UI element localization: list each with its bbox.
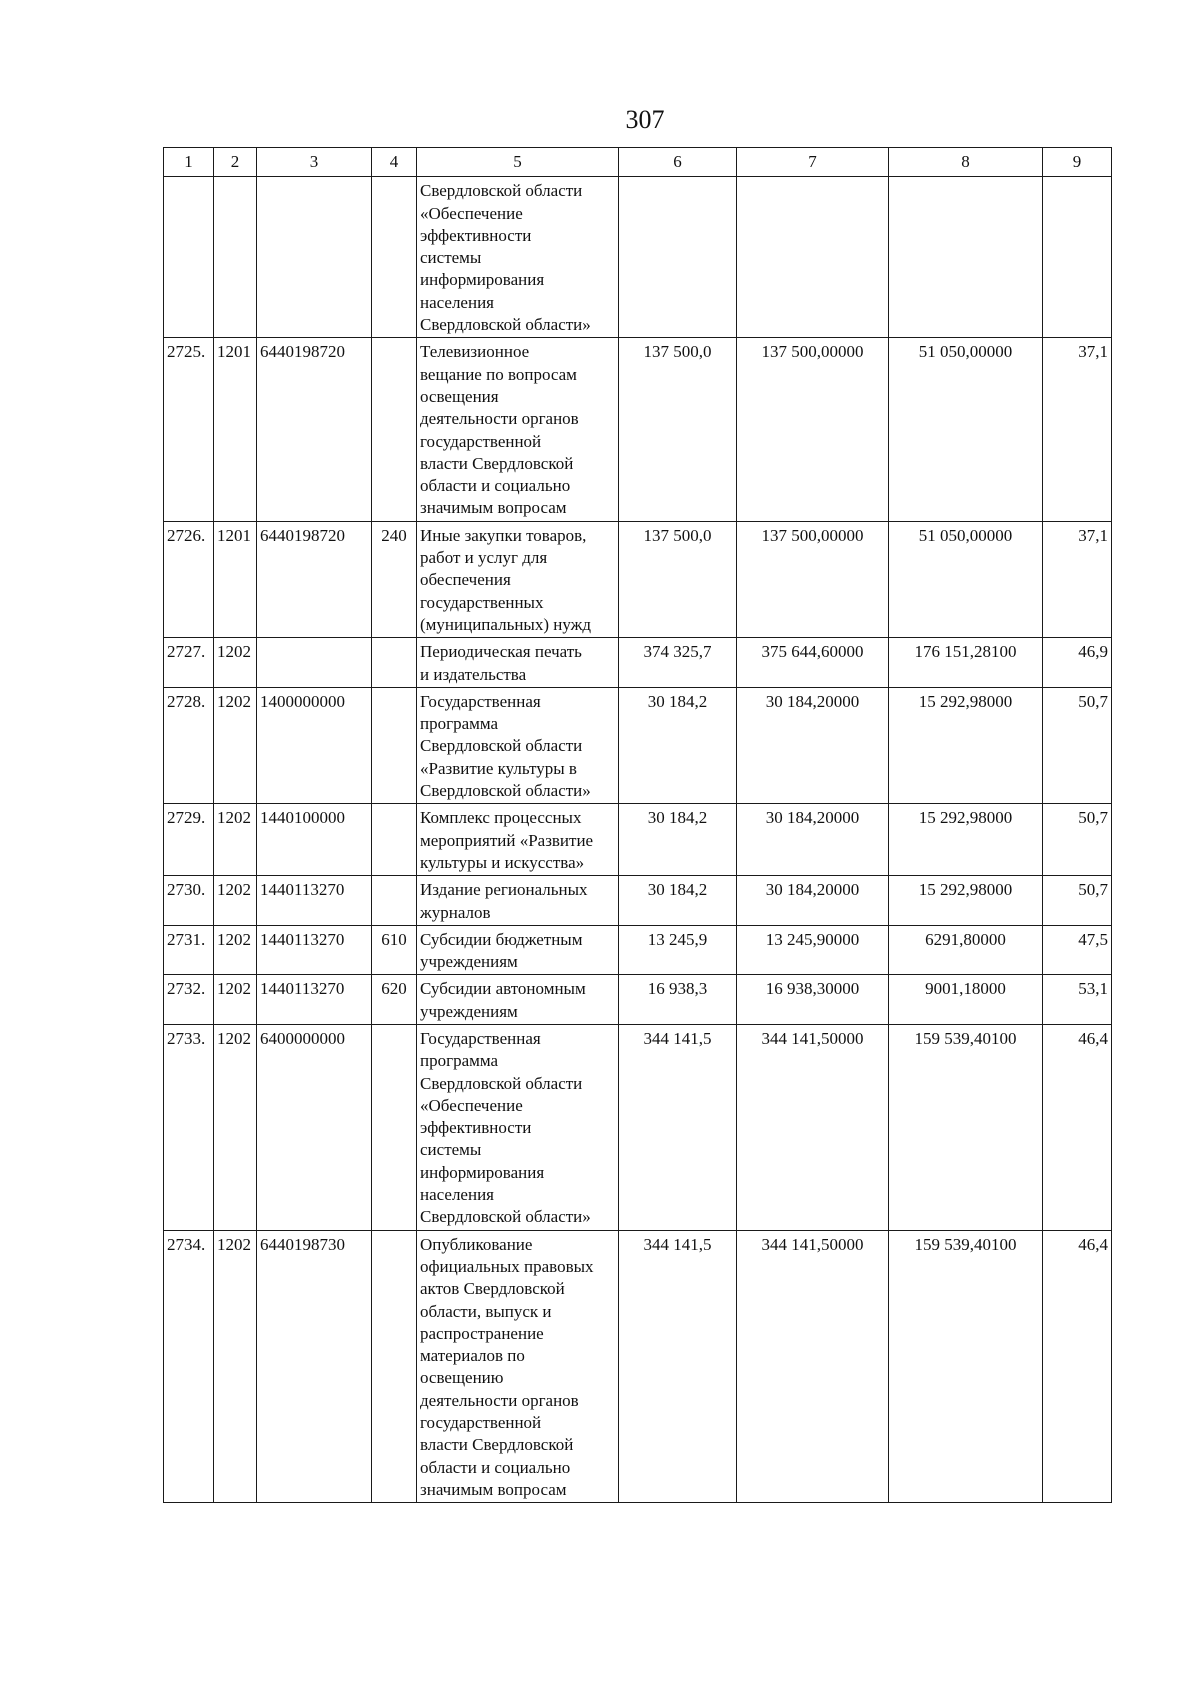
item-name — [417, 804, 619, 876]
value-col-8: 51 050,00000 — [889, 338, 1043, 521]
item-name — [417, 975, 619, 1025]
value-col-8: 176 151,28100 — [889, 638, 1043, 688]
value-col-8: 159 539,40100 — [889, 1024, 1043, 1230]
row-number: 2733. — [164, 1024, 214, 1230]
table-row — [164, 338, 1112, 521]
value-col-8: 15 292,98000 — [889, 804, 1043, 876]
page-number: 307 — [625, 105, 665, 134]
table-row — [164, 638, 1112, 688]
item-name-text: Комплекс процессных мероприятий «Развитие культуры и искусства» — [420, 808, 594, 872]
value-col-8: 51 050,00000 — [889, 521, 1043, 637]
item-name — [417, 177, 619, 338]
header-col-1: 1 — [164, 148, 214, 177]
row-number: 2734. — [164, 1230, 214, 1503]
section-code — [214, 177, 257, 338]
value-col-8: 9001,18000 — [889, 975, 1043, 1025]
item-name — [417, 1230, 619, 1503]
value-col-6: 16 938,3 — [619, 975, 737, 1025]
value-col-7: 375 644,60000 — [737, 638, 889, 688]
table-header — [164, 148, 1112, 177]
section-code: 1202 — [214, 804, 257, 876]
header-col-6: 6 — [619, 148, 737, 177]
target-article-code — [257, 638, 372, 688]
value-col-8: 15 292,98000 — [889, 876, 1043, 926]
target-article-code — [257, 177, 372, 338]
row-number: 2731. — [164, 925, 214, 975]
expense-type-code — [372, 338, 417, 521]
value-col-8: 6291,80000 — [889, 925, 1043, 975]
value-col-9: 46,4 — [1043, 1230, 1112, 1503]
target-article-code: 6400000000 — [257, 1024, 372, 1230]
value-col-7: 137 500,00000 — [737, 338, 889, 521]
header-col-8: 8 — [889, 148, 1043, 177]
budget-table — [163, 147, 1112, 1503]
value-col-7: 13 245,90000 — [737, 925, 889, 975]
target-article-code: 1440113270 — [257, 975, 372, 1025]
target-article-code: 6440198720 — [257, 338, 372, 521]
value-col-7: 344 141,50000 — [737, 1230, 889, 1503]
item-name — [417, 638, 619, 688]
value-col-7: 30 184,20000 — [737, 804, 889, 876]
section-code: 1202 — [214, 1024, 257, 1230]
target-article-code: 6440198720 — [257, 521, 372, 637]
header-col-4: 4 — [372, 148, 417, 177]
section-code: 1201 — [214, 521, 257, 637]
target-article-code: 1440113270 — [257, 876, 372, 926]
value-col-7: 30 184,20000 — [737, 687, 889, 803]
header-col-3: 3 — [257, 148, 372, 177]
row-number: 2730. — [164, 876, 214, 926]
expense-type-code — [372, 876, 417, 926]
expense-type-code: 620 — [372, 975, 417, 1025]
value-col-9: 53,1 — [1043, 975, 1112, 1025]
item-name-text: Телевизионное вещание по вопросам освещения деятельности органов государственной власти Свердловской области и социально значимым вопросам — [420, 342, 579, 518]
header-col-7: 7 — [737, 148, 889, 177]
value-col-9: 47,5 — [1043, 925, 1112, 975]
table-body — [164, 177, 1112, 1503]
row-number: 2728. — [164, 687, 214, 803]
value-col-9: 50,7 — [1043, 876, 1112, 926]
value-col-6: 30 184,2 — [619, 687, 737, 803]
value-col-7: 344 141,50000 — [737, 1024, 889, 1230]
target-article-code: 1440100000 — [257, 804, 372, 876]
table-row — [164, 975, 1112, 1025]
header-col-9: 9 — [1043, 148, 1112, 177]
item-name-text: Иные закупки товаров, работ и услуг для обеспечения государственных (муниципальных) нужд — [420, 525, 592, 634]
value-col-6: 30 184,2 — [619, 876, 737, 926]
expense-type-code — [372, 638, 417, 688]
expense-type-code — [372, 804, 417, 876]
section-code: 1202 — [214, 925, 257, 975]
value-col-6: 344 141,5 — [619, 1024, 737, 1230]
table-row — [164, 1024, 1112, 1230]
row-number: 2725. — [164, 338, 214, 521]
section-code: 1202 — [214, 638, 257, 688]
expense-type-code: 240 — [372, 521, 417, 637]
value-col-7: 30 184,20000 — [737, 876, 889, 926]
section-code: 1202 — [214, 1230, 257, 1503]
target-article-code: 1400000000 — [257, 687, 372, 803]
value-col-9: 46,9 — [1043, 638, 1112, 688]
value-col-6 — [619, 177, 737, 338]
item-name-text: Государственная программа Свердловской области «Развитие культуры в Свердловской области» — [420, 691, 591, 801]
value-col-6: 13 245,9 — [619, 925, 737, 975]
row-number: 2729. — [164, 804, 214, 876]
value-col-8: 15 292,98000 — [889, 687, 1043, 803]
value-col-8: 159 539,40100 — [889, 1230, 1043, 1503]
expense-type-code — [372, 177, 417, 338]
table-row — [164, 687, 1112, 803]
table-row — [164, 804, 1112, 876]
expense-type-code — [372, 687, 417, 803]
item-name-text: Субсидии бюджетным учреждениям — [420, 929, 583, 972]
header-row — [164, 148, 1112, 177]
item-name — [417, 925, 619, 975]
table-row — [164, 1230, 1112, 1503]
item-name — [417, 1024, 619, 1230]
section-code: 1202 — [214, 975, 257, 1025]
item-name-text: Свердловской области «Обеспечение эффективности системы информирования населения Свердловской области» — [420, 181, 591, 335]
value-col-7: 137 500,00000 — [737, 521, 889, 637]
item-name — [417, 687, 619, 803]
item-name-text: Субсидии автономным учреждениям — [420, 979, 586, 1021]
value-col-6: 137 500,0 — [619, 338, 737, 521]
target-article-code: 1440113270 — [257, 925, 372, 975]
value-col-7 — [737, 177, 889, 338]
item-name — [417, 876, 619, 926]
value-col-9 — [1043, 177, 1112, 338]
item-name — [417, 521, 619, 637]
row-number — [164, 177, 214, 338]
table-row — [164, 925, 1112, 975]
item-name — [417, 338, 619, 521]
value-col-9: 37,1 — [1043, 521, 1112, 637]
value-col-9: 50,7 — [1043, 804, 1112, 876]
row-number: 2726. — [164, 521, 214, 637]
value-col-9: 50,7 — [1043, 687, 1112, 803]
value-col-9: 46,4 — [1043, 1024, 1112, 1230]
section-code: 1202 — [214, 876, 257, 926]
value-col-8 — [889, 177, 1043, 338]
table-row — [164, 177, 1112, 338]
value-col-7: 16 938,30000 — [737, 975, 889, 1025]
value-col-6: 344 141,5 — [619, 1230, 737, 1503]
value-col-6: 374 325,7 — [619, 638, 737, 688]
item-name-text: Издание региональных журналов — [420, 880, 588, 922]
section-code: 1202 — [214, 687, 257, 803]
expense-type-code — [372, 1230, 417, 1503]
item-name-text: Периодическая печать и издательства — [420, 642, 582, 684]
item-name-text: Государственная программа Свердловской области «Обеспечение эффективности системы информирования населения Свердловской области» — [420, 1028, 591, 1227]
value-col-9: 37,1 — [1043, 338, 1112, 521]
header-col-2: 2 — [214, 148, 257, 177]
expense-type-code: 610 — [372, 925, 417, 975]
row-number: 2732. — [164, 975, 214, 1025]
value-col-6: 30 184,2 — [619, 804, 737, 876]
expense-type-code — [372, 1024, 417, 1230]
item-name-text: Опубликование официальных правовых актов Свердловской области, выпуск и распространение материалов по освещению деятельности органов государственной власти Свердловской области и социально значимым вопросам — [420, 1234, 594, 1499]
target-article-code: 6440198730 — [257, 1230, 372, 1503]
table-row — [164, 876, 1112, 926]
value-col-6: 137 500,0 — [619, 521, 737, 637]
header-col-5: 5 — [417, 148, 619, 177]
section-code: 1201 — [214, 338, 257, 521]
row-number: 2727. — [164, 638, 214, 688]
table-row — [164, 521, 1112, 637]
